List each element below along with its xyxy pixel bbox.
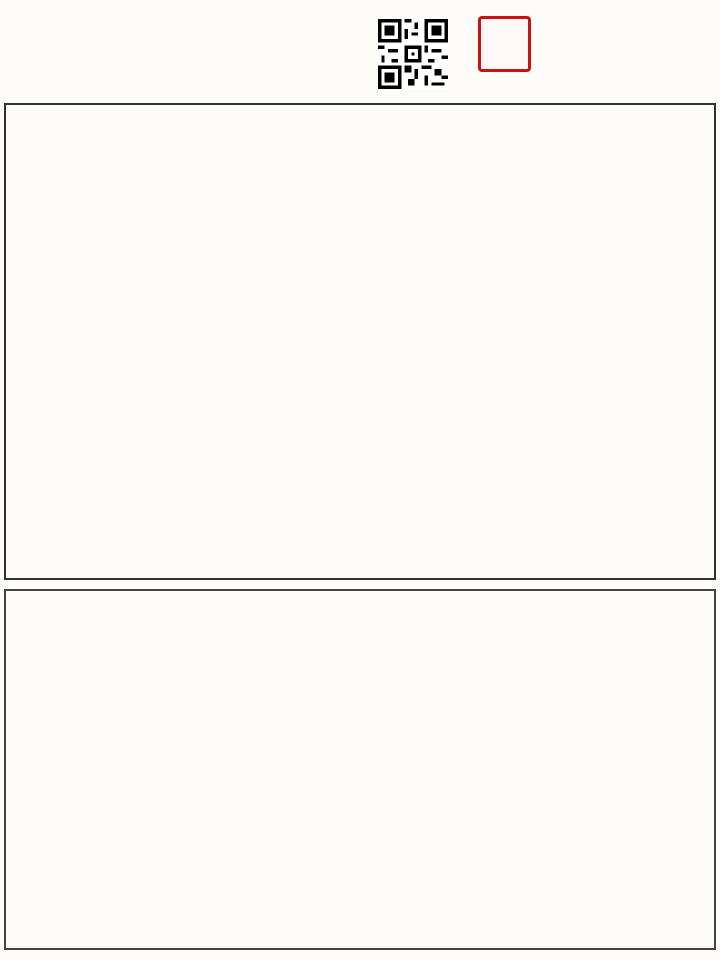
qr-code-icon — [378, 19, 448, 89]
yearly-luck-table — [4, 589, 716, 950]
pillars-panel — [4, 103, 716, 580]
seal-logo — [478, 16, 531, 72]
